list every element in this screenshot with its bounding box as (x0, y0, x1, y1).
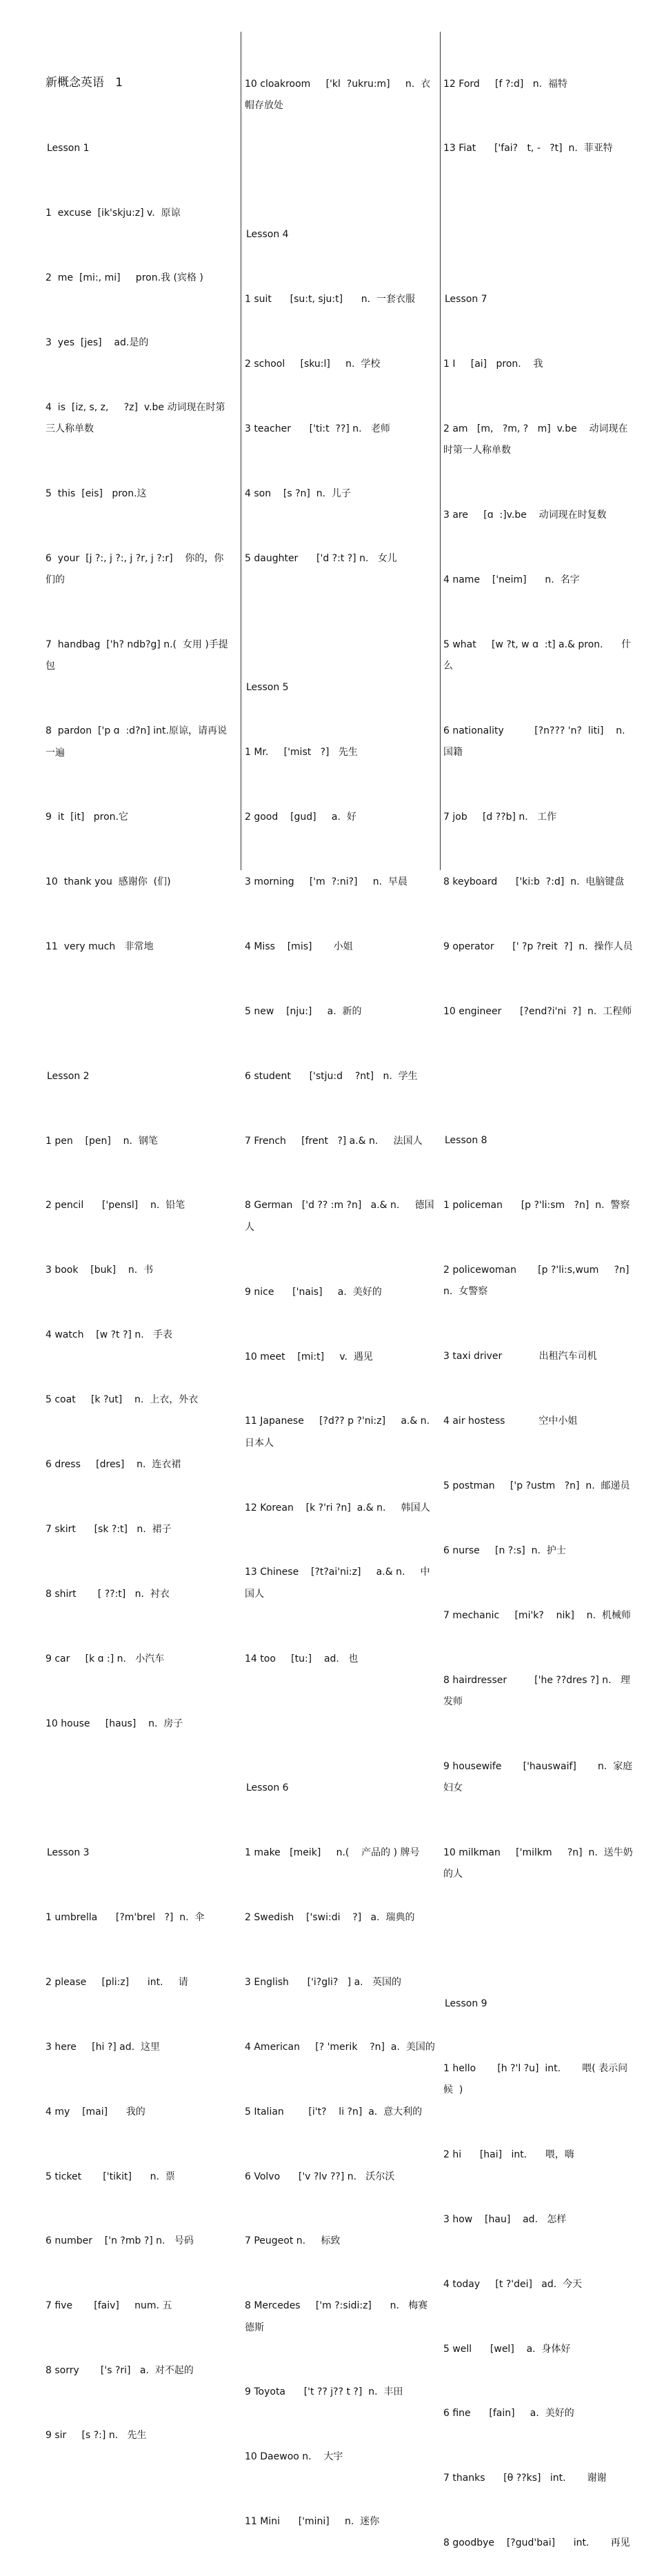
vocab-entry: 9 it [it] pron.它 (46, 812, 128, 823)
vocab-entry: 9 operator [' ?p ?reit ?] n. 操作人员 (443, 940, 633, 952)
vocab-entry: 3 teacher ['ti:t ??] n. 老师 (245, 423, 390, 435)
vocab-entry: 2 Swedish ['swi:di ?] a. 瑞典的 (245, 1911, 415, 1923)
vocab-entry: 6 dress [dres] n. 连衣裙 (46, 1459, 181, 1470)
vocab-entry: 8 German ['d ?? :m ?n] a.& n. 德国人 (245, 1200, 434, 1233)
vocab-entry: 2 good [gud] a. 好 (245, 812, 356, 823)
vocab-entry: 5 Italian [i't? li ?n] a. 意大利的 (245, 2106, 423, 2117)
spacer (46, 1778, 233, 1799)
vocab-entry: 10 cloakroom ['kl ?ukru:m] n. 衣帽存放处 (245, 78, 431, 111)
lesson-heading: Lesson 2 (47, 1070, 90, 1082)
vocab-entry: 6 fine [fain] a. 美好的 (443, 2408, 574, 2419)
vocab-entry: 9 nice ['nais] a. 美好的 (245, 1286, 382, 1298)
vocab-entry: 6 nationality [?n??? 'n? liti] n. 国籍 (443, 725, 632, 758)
vocab-entry: 5 postman ['p ?ustm ?n] n. 邮递员 (443, 1480, 630, 1491)
vocab-entry: 9 sir [s ?:] n. 先生 (46, 2430, 147, 2442)
vocab-entry: 8 shirt [ ??:t] n. 衬衣 (46, 1588, 170, 1600)
vocab-entry: 5 what [w ?t, w ɑ :t] a.& pron. 什么 (443, 638, 632, 672)
vocab-entry: 6 nurse [n ?:s] n. 护士 (443, 1544, 566, 1556)
vocab-entry: 10 house [haus] n. 房子 (46, 1718, 183, 1729)
vocab-entry: 1 I [ai] pron. 我 (443, 358, 543, 370)
vocab-entry: 6 Volvo ['v ?lv ??] n. 沃尔沃 (245, 2171, 395, 2182)
vocab-entry: 1 umbrella [?m'brel ?] n. 伞 (46, 1911, 205, 1923)
vocab-entry: 4 Miss [mis] 小姐 (245, 940, 353, 952)
vocab-entry: 1 pen [pen] n. 钢笔 (46, 1135, 158, 1147)
column-divider (440, 32, 441, 870)
vocab-entry: 13 Chinese [?t?ai'ni:z] a.& n. 中国人 (245, 1567, 430, 1600)
vocab-entry: 2 pencil ['pensl] n. 铅笔 (46, 1200, 185, 1211)
vocab-entry: 8 keyboard ['ki:b ?:d] n. 电脑键盘 (443, 876, 625, 887)
vocab-entry: 4 American [? 'merik ?n] a. 美国的 (245, 2041, 435, 2053)
vocab-entry: 9 housewife ['hauswaif] n. 家庭妇女 (443, 1760, 633, 1794)
vocab-entry: 7 skirt [sk ?:t] n. 裙子 (46, 1523, 172, 1535)
vocab-entry: 9 Toyota ['t ?? j?? t ?] n. 丰田 (245, 2386, 403, 2398)
lesson-heading: Lesson 5 (246, 682, 289, 694)
vocab-entry: 4 my [mai] 我的 (46, 2106, 145, 2117)
vocab-entry: 12 Korean [k ?'ri ?n] a.& n. 韩国人 (245, 1502, 430, 1513)
column-1 (46, 30, 233, 2442)
vocab-entry: 3 English ['i?gli? ] a. 英国的 (245, 1976, 401, 1988)
lesson-heading: Lesson 6 (246, 1782, 289, 1794)
vocab-entry: 5 new [nju:] a. 新的 (245, 1005, 362, 1017)
vocab-entry: 1 make [meik] n.( 产品的 ) 牌号 (245, 1847, 420, 1859)
vocab-entry: 3 morning ['m ?:ni?] n. 早晨 (245, 876, 407, 887)
vocab-entry: 1 policeman [p ?'li:sm ?n] n. 警察 (443, 1200, 630, 1211)
vocab-entry: 3 here [hi ?] ad. 这里 (46, 2041, 160, 2053)
lesson-heading: Lesson 3 (47, 1847, 90, 1859)
vocab-entry: 5 this [eis] pron.这 (46, 487, 147, 499)
vocab-entry: 6 your [j ?:, j ?:, j ?r, j ?:r] 你的，你们的 (46, 552, 224, 586)
vocab-entry: 1 hello [h ?'l ?u] int. 喂( 表示问候 ) (443, 2062, 628, 2096)
lesson-heading: Lesson 8 (445, 1135, 487, 1147)
vocab-entry: 5 ticket ['tikit] n. 票 (46, 2171, 175, 2182)
vocab-entry: 1 suit [su:t, sju:t] n. 一套衣服 (245, 294, 415, 305)
vocab-entry: 2 school [sku:l] n. 学校 (245, 359, 381, 370)
vocab-entry: 13 Fiat ['fai? t, - ?t] n. 菲亚特 (443, 143, 613, 154)
vocab-entry: 4 son [s ?n] n. 儿子 (245, 487, 351, 499)
vocab-entry: 4 air hostess 空中小姐 (443, 1416, 578, 1427)
vocab-entry: 8 pardon ['p ɑ :d?n] int.原谅，请再说一遍 (46, 725, 227, 758)
spacer (245, 1713, 435, 1735)
vocab-entry: 3 yes [jes] ad.是的 (46, 336, 149, 348)
lesson-heading: Lesson 7 (445, 293, 487, 305)
vocab-entry: 6 student ['stju:d ?nt] n. 学生 (245, 1070, 418, 1082)
vocab-entry: 11 Mini ['mini] n. 迷你 (245, 2516, 380, 2528)
vocab-entry: 7 Peugeot n. 标致 (245, 2235, 341, 2247)
spacer (443, 203, 636, 245)
lesson-heading: Lesson 9 (445, 1998, 487, 2009)
vocab-entry: 6 number ['n ?mb ?] n. 号码 (46, 2235, 194, 2247)
vocab-entry: 4 today [t ?'dei] ad. 今天 (443, 2278, 583, 2290)
vocab-entry: 2 me [mi:, mi] pron.我 (宾格 ) (46, 272, 203, 283)
column-2 (245, 30, 445, 2528)
vocab-entry: 2 am [m, ?m, ? m] v.be 动词现在时第一人称单数 (443, 423, 628, 456)
lesson-heading: Lesson 1 (47, 143, 90, 154)
vocab-entry: 5 well [wel] a. 身体好 (443, 2343, 571, 2355)
vocab-entry: 7 French [frent ?] a.& n. 法国人 (245, 1135, 423, 1147)
vocab-entry: 3 taxi driver 出租汽车司机 (443, 1351, 597, 1362)
vocab-entry: 4 watch [w ?t ?] n. 手表 (46, 1329, 172, 1341)
vocab-entry: 3 how [hau] ad. 怎样 (443, 2213, 567, 2225)
vocab-entry: 8 goodbye [?gud'bai] int. 再见 (443, 2537, 630, 2549)
vocab-entry: 5 coat [k ?ut] n. 上衣，外衣 (46, 1394, 199, 1406)
vocab-entry: 10 engineer [?end?i'ni ?] n. 工程师 (443, 1005, 632, 1017)
vocab-entry: 3 are [ɑ :]v.be 动词现在时复数 (443, 509, 607, 521)
column-3 (443, 30, 636, 2549)
vocab-entry: 2 hi [hai] int. 喂，嗨 (443, 2149, 574, 2160)
vocab-entry: 10 meet [mi:t] v. 遇见 (245, 1351, 373, 1362)
vocab-entry: 11 Japanese [?d?? p ?'ni:z] a.& n. 日本人 (245, 1416, 445, 1449)
vocab-entry: 8 sorry ['s ?ri] a. 对不起的 (46, 2365, 194, 2377)
spacer (245, 160, 435, 181)
vocab-entry: 10 milkman ['milkm ?n] n. 送牛奶的人 (443, 1847, 633, 1880)
vocab-entry: 12 Ford [f ?:d] n. 福特 (443, 78, 567, 90)
vocab-entry: 3 book [buk] n. 书 (46, 1265, 154, 1276)
vocab-entry: 14 too [tu:] ad. 也 (245, 1653, 359, 1664)
vocab-entry: 2 please [pli:z] int. 请 (46, 1976, 188, 1988)
vocab-entry: 4 name ['neim] n. 名字 (443, 574, 580, 585)
vocab-entry: 8 hairdresser ['he ??dres ?] n. 理发师 (443, 1674, 630, 1707)
spacer (443, 1066, 636, 1087)
vocab-entry: 7 handbag ['h? ndb?g] n.( 女用 )手提包 (46, 639, 228, 672)
vocab-entry: 1 excuse [ik'skju:z] v. 原谅 (46, 208, 181, 219)
lesson-heading: Lesson 4 (246, 229, 289, 241)
vocab-entry: 1 Mr. ['mist ?] 先生 (245, 747, 358, 758)
spacer (443, 1929, 636, 1950)
spacer (46, 1001, 233, 1023)
vocab-entry: 5 daughter ['d ?:t ?] n. 女儿 (245, 552, 397, 564)
vocab-entry: 7 thanks [θ ??ks] int. 谢谢 (443, 2473, 607, 2484)
vocab-entry: 7 mechanic [mi'k? nik] n. 机械师 (443, 1609, 632, 1621)
vocab-entry: 7 job [d ??b] n. 工作 (443, 812, 557, 823)
vocab-entry: 9 car [k ɑ :] n. 小汽车 (46, 1653, 165, 1664)
vocab-entry: 8 Mercedes ['m ?:sidi:z] n. 梅赛德斯 (245, 2300, 428, 2333)
vocab-entry: 10 thank you 感谢你 (们) (46, 876, 171, 888)
spacer (245, 613, 435, 634)
vocab-entry: 4 is [iz, s, z, ?z] v.be 动词现在时第三人称单数 (46, 401, 225, 435)
vocab-entry: 10 Daewoo n. 大宇 (245, 2451, 343, 2463)
document-title: 新概念英语 1 (46, 75, 123, 90)
vocab-entry: 7 five [faiv] num. 五 (46, 2300, 172, 2312)
vocab-entry: 2 policewoman [p ?'li:s,wum ?n] n. 女警察 (443, 1265, 636, 1298)
vocab-entry: 11 very much 非常地 (46, 941, 154, 953)
